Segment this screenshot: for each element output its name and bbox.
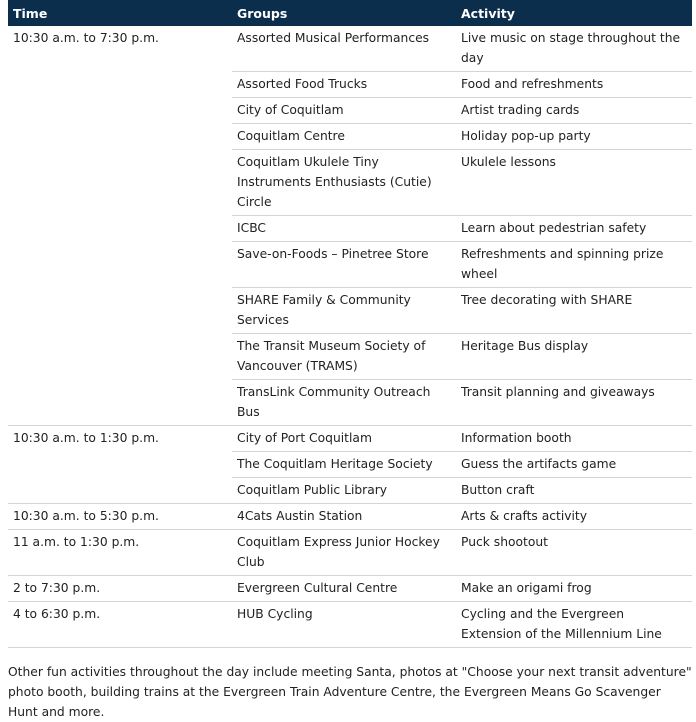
header-time: Time [8,0,232,26]
group-cell: Assorted Musical Performances [232,26,456,72]
group-cell: Assorted Food Trucks [232,72,456,98]
footer-note: Other fun activities throughout the day include meeting Santa, photos at "Choose your next transit adventure" photo booth, building trains at the Evergreen Train Adventure Centre, the Evergreen Means Go Scavenger Hunt and more. [8,665,692,719]
header-groups: Groups [232,0,456,26]
activity-cell: Make an origami frog [456,576,692,602]
activity-cell: Puck shootout [456,530,692,576]
group-cell: ICBC [232,216,456,242]
group-cell: 4Cats Austin Station [232,504,456,530]
group-cell: TransLink Community Outreach Bus [232,380,456,426]
group-cell: Coquitlam Express Junior Hockey Club [232,530,456,576]
page-content [8,0,692,722]
activity-cell: Arts & crafts activity [456,504,692,530]
time-cell: 10:30 a.m. to 5:30 p.m. [8,504,232,530]
activity-cell: Button craft [456,478,692,504]
table-row [8,602,692,648]
time-cell: 2 to 7:30 p.m. [8,576,232,602]
table-body [8,26,692,648]
time-cell: 10:30 a.m. to 1:30 p.m. [8,426,232,504]
group-cell: Coquitlam Public Library [232,478,456,504]
group-cell: Coquitlam Ukulele Tiny Instruments Enthusiasts (Cutie) Circle [232,150,456,216]
time-cell: 10:30 a.m. to 7:30 p.m. [8,26,232,426]
group-cell: Coquitlam Centre [232,124,456,150]
table-header [8,0,692,26]
activity-cell: Artist trading cards [456,98,692,124]
activity-cell: Guess the artifacts game [456,452,692,478]
activity-cell: Cycling and the Evergreen Extension of the Millennium Line [456,602,692,648]
group-cell: SHARE Family & Community Services [232,288,456,334]
table-row [8,426,692,452]
activity-cell: Heritage Bus display [456,334,692,380]
group-cell: City of Coquitlam [232,98,456,124]
activity-cell: Ukulele lessons [456,150,692,216]
header-activity: Activity [456,0,692,26]
group-cell: Save-on-Foods – Pinetree Store [232,242,456,288]
activity-cell: Live music on stage throughout the day [456,26,692,72]
table-row [8,530,692,576]
activity-cell: Information booth [456,426,692,452]
activity-cell: Learn about pedestrian safety [456,216,692,242]
activity-cell: Tree decorating with SHARE [456,288,692,334]
activity-cell: Food and refreshments [456,72,692,98]
group-cell: HUB Cycling [232,602,456,648]
schedule-table [8,0,692,648]
table-row [8,504,692,530]
activity-cell: Holiday pop-up party [456,124,692,150]
group-cell: The Transit Museum Society of Vancouver (TRAMS) [232,334,456,380]
activity-cell: Transit planning and giveaways [456,380,692,426]
group-cell: Evergreen Cultural Centre [232,576,456,602]
group-cell: City of Port Coquitlam [232,426,456,452]
table-row [8,576,692,602]
time-cell: 4 to 6:30 p.m. [8,602,232,648]
header-row [8,0,692,26]
activity-cell: Refreshments and spinning prize wheel [456,242,692,288]
group-cell: The Coquitlam Heritage Society [232,452,456,478]
time-cell: 11 a.m. to 1:30 p.m. [8,530,232,576]
table-row [8,26,692,72]
